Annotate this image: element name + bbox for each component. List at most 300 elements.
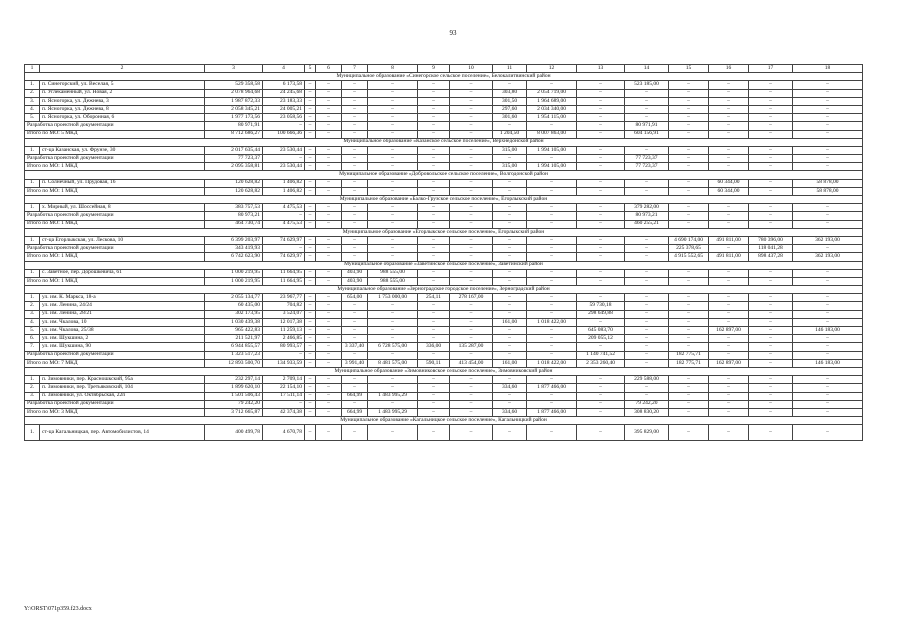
value-cell: – <box>669 130 709 138</box>
building-row <box>25 343 863 351</box>
building-address: ул. им. Ленина, 24/24 <box>40 302 205 310</box>
value-cell: 1 030 439,38 <box>205 318 263 326</box>
value-cell: – <box>527 351 577 359</box>
value-cell: 12 893 500,70 <box>205 359 263 367</box>
value-cell: – <box>368 236 418 244</box>
building-row <box>25 81 863 89</box>
value-cell: 1 987 872,33 <box>205 97 263 105</box>
value-cell: – <box>577 179 625 187</box>
value-cell: – <box>368 253 418 261</box>
value-cell: – <box>305 335 316 343</box>
value-cell: – <box>625 310 669 318</box>
row-number: 5. <box>25 114 40 122</box>
summary-label: Разработка проектной документации <box>25 212 205 220</box>
value-cell: – <box>368 97 418 105</box>
value-cell: – <box>305 204 316 212</box>
row-number: 2. <box>25 384 40 392</box>
value-cell: – <box>305 155 316 163</box>
value-cell: 2 055 134,77 <box>205 294 263 302</box>
value-cell: – <box>625 146 669 154</box>
value-cell: – <box>368 114 418 122</box>
value-cell: – <box>625 187 669 195</box>
value-cell: – <box>749 220 793 228</box>
column-number-cell: 15 <box>669 65 709 73</box>
row-number: 1. <box>25 204 40 212</box>
value-cell: – <box>305 359 316 367</box>
value-cell: 80 993,57 <box>263 343 305 351</box>
value-cell: 77 723,37 <box>205 155 263 163</box>
value-cell: 464 730,74 <box>205 220 263 228</box>
value-cell: – <box>625 179 669 187</box>
value-cell: – <box>305 384 316 392</box>
value-cell: – <box>577 163 625 171</box>
building-address: ул. им. Чкалова, 25/38 <box>40 327 205 335</box>
value-cell: – <box>316 384 342 392</box>
value-cell: – <box>450 245 493 253</box>
value-cell: 523 185,00 <box>625 81 669 89</box>
value-cell: – <box>749 130 793 138</box>
value-cell: 80 973,21 <box>625 212 669 220</box>
value-cell: – <box>368 163 418 171</box>
value-cell: – <box>577 155 625 163</box>
value-cell: 664,99 <box>342 408 368 416</box>
value-cell: – <box>527 81 577 89</box>
building-address: ул. им. Шукшина, 90 <box>40 343 205 351</box>
value-cell: 403,90 <box>342 277 368 285</box>
value-cell: – <box>793 245 863 253</box>
value-cell: – <box>368 318 418 326</box>
value-cell: – <box>368 400 418 408</box>
building-row <box>25 302 863 310</box>
value-cell: – <box>418 212 450 220</box>
value-cell: – <box>342 220 368 228</box>
municipality-section-row <box>25 138 863 146</box>
value-cell: – <box>793 114 863 122</box>
value-cell: – <box>527 425 577 441</box>
column-number-cell: 12 <box>527 65 577 73</box>
value-cell: – <box>625 359 669 367</box>
document-path-footer: Y:\ORST\071p359.f23.docx <box>24 606 92 612</box>
value-cell: 23 530,44 <box>263 146 305 154</box>
value-cell: – <box>669 81 709 89</box>
value-cell: – <box>368 212 418 220</box>
value-cell: – <box>669 114 709 122</box>
value-cell: – <box>625 89 669 97</box>
value-cell: – <box>793 212 863 220</box>
value-cell: – <box>316 114 342 122</box>
value-cell: – <box>577 204 625 212</box>
value-cell: – <box>669 146 709 154</box>
value-cell: – <box>577 400 625 408</box>
value-cell: – <box>669 384 709 392</box>
value-cell: 654,00 <box>342 294 368 302</box>
value-cell: – <box>418 318 450 326</box>
value-cell: – <box>493 294 527 302</box>
value-cell: – <box>450 81 493 89</box>
value-cell: – <box>368 187 418 195</box>
value-cell: 334,60 <box>493 384 527 392</box>
municipality-title: Муниципальное образование «Казанское сельское поселение», Верхнедонской район <box>25 138 863 146</box>
value-cell: 8 007 863,00 <box>527 130 577 138</box>
value-cell: 664,99 <box>342 392 368 400</box>
summary-row <box>25 163 863 171</box>
value-cell: – <box>669 408 709 416</box>
building-row <box>25 204 863 212</box>
value-cell: – <box>577 392 625 400</box>
value-cell: – <box>749 384 793 392</box>
building-address: п. Солнечный, ул. Прудовая, 16 <box>40 179 205 187</box>
value-cell: – <box>793 163 863 171</box>
value-cell: – <box>316 425 342 441</box>
value-cell: 395 829,00 <box>625 425 669 441</box>
value-cell: 2 017 635,44 <box>205 146 263 154</box>
value-cell: – <box>418 269 450 277</box>
value-cell: – <box>418 327 450 335</box>
value-cell: – <box>305 294 316 302</box>
value-cell: – <box>749 204 793 212</box>
value-cell: – <box>749 179 793 187</box>
value-cell: 336,00 <box>418 343 450 351</box>
value-cell: 80 971,91 <box>625 122 669 130</box>
value-cell: – <box>305 212 316 220</box>
summary-label: Итого по МО: 1 МКД <box>25 163 205 171</box>
value-cell: 161,00 <box>493 318 527 326</box>
value-cell: – <box>709 269 749 277</box>
row-number: 2. <box>25 302 40 310</box>
value-cell: 1 954 115,00 <box>527 114 577 122</box>
value-cell: – <box>450 335 493 343</box>
value-cell: – <box>450 400 493 408</box>
value-cell: – <box>342 376 368 384</box>
value-cell: – <box>527 236 577 244</box>
value-cell: – <box>305 351 316 359</box>
value-cell: – <box>625 327 669 335</box>
value-cell: – <box>527 277 577 285</box>
row-number: 1. <box>25 376 40 384</box>
value-cell: 379 282,00 <box>625 204 669 212</box>
value-cell: – <box>625 269 669 277</box>
value-cell: – <box>493 81 527 89</box>
value-cell: – <box>793 351 863 359</box>
column-number-cell: 18 <box>793 65 863 73</box>
value-cell: – <box>342 236 368 244</box>
summary-label: Итого по МО: 1 МКД <box>25 253 205 261</box>
municipality-title: Муниципальное образование «Зимовниковское сельское поселение», Зимовниковский район <box>25 367 863 375</box>
value-cell: – <box>342 155 368 163</box>
value-cell: – <box>793 318 863 326</box>
value-cell: – <box>709 318 749 326</box>
column-number-cell: 3 <box>205 65 263 73</box>
value-cell: – <box>368 204 418 212</box>
value-cell: – <box>793 302 863 310</box>
value-cell: – <box>450 89 493 97</box>
value-cell: – <box>316 343 342 351</box>
value-cell: – <box>625 302 669 310</box>
value-cell: – <box>263 122 305 130</box>
value-cell: – <box>669 220 709 228</box>
column-number-cell: 7 <box>342 65 368 73</box>
value-cell: – <box>793 310 863 318</box>
value-cell: – <box>709 245 749 253</box>
value-cell: – <box>368 335 418 343</box>
value-cell: 23 183,33 <box>263 97 305 105</box>
value-cell: – <box>418 310 450 318</box>
value-cell: – <box>577 343 625 351</box>
building-row <box>25 294 863 302</box>
value-cell: – <box>368 425 418 441</box>
value-cell: 1 018 422,00 <box>527 318 577 326</box>
value-cell: – <box>625 351 669 359</box>
value-cell: – <box>709 89 749 97</box>
row-number: 2. <box>25 89 40 97</box>
value-cell: – <box>316 97 342 105</box>
building-address: ул. им. К. Маркса, 18-а <box>40 294 205 302</box>
value-cell: 301,60 <box>493 114 527 122</box>
value-cell: – <box>418 130 450 138</box>
value-cell: – <box>493 187 527 195</box>
value-cell: – <box>577 269 625 277</box>
value-cell: – <box>450 269 493 277</box>
value-cell: – <box>342 163 368 171</box>
value-cell: – <box>749 318 793 326</box>
summary-row <box>25 408 863 416</box>
value-cell: – <box>418 163 450 171</box>
value-cell: – <box>669 302 709 310</box>
value-cell: – <box>709 302 749 310</box>
building-address: п. Ясногорка, ул. Дежнева, 3 <box>40 97 205 105</box>
value-cell: – <box>749 122 793 130</box>
building-address: ст-ца Егорлыкская, ул. Лескова, 10 <box>40 236 205 244</box>
value-cell: 60 344,00 <box>709 179 749 187</box>
value-cell: – <box>305 236 316 244</box>
value-cell: 1 501 506,43 <box>205 392 263 400</box>
column-number-cell: 14 <box>625 65 669 73</box>
value-cell: – <box>527 187 577 195</box>
value-cell: – <box>625 236 669 244</box>
value-cell: – <box>450 146 493 154</box>
value-cell: – <box>577 146 625 154</box>
value-cell: – <box>450 351 493 359</box>
value-cell: 79 242,20 <box>625 400 669 408</box>
value-cell: – <box>263 155 305 163</box>
value-cell: 23 058,56 <box>263 114 305 122</box>
value-cell: 211 521,97 <box>205 335 263 343</box>
value-cell: 12 017,38 <box>263 318 305 326</box>
value-cell: – <box>793 294 863 302</box>
value-cell: 529 358,58 <box>205 81 263 89</box>
value-cell: 315,00 <box>493 163 527 171</box>
value-cell: – <box>709 105 749 113</box>
value-cell: – <box>418 400 450 408</box>
value-cell: – <box>749 302 793 310</box>
value-cell: – <box>793 97 863 105</box>
value-cell: 22 154,10 <box>263 384 305 392</box>
value-cell: – <box>305 97 316 105</box>
row-number: 3. <box>25 97 40 105</box>
value-cell: – <box>342 187 368 195</box>
value-cell: – <box>316 318 342 326</box>
value-cell: – <box>418 146 450 154</box>
value-cell: – <box>493 204 527 212</box>
value-cell: – <box>527 400 577 408</box>
value-cell: – <box>527 327 577 335</box>
value-cell: – <box>749 294 793 302</box>
value-cell: 254,11 <box>418 294 450 302</box>
value-cell: 898 437,28 <box>749 253 793 261</box>
value-cell: – <box>305 392 316 400</box>
value-cell: – <box>418 81 450 89</box>
value-cell: – <box>316 376 342 384</box>
value-cell: – <box>450 204 493 212</box>
value-cell: – <box>527 204 577 212</box>
building-row <box>25 146 863 154</box>
value-cell: 134 933,59 <box>263 359 305 367</box>
value-cell: – <box>418 376 450 384</box>
summary-row <box>25 253 863 261</box>
value-cell: 60 435,00 <box>205 302 263 310</box>
value-cell: 1 994 105,00 <box>527 146 577 154</box>
value-cell: – <box>749 187 793 195</box>
value-cell: 278 167,00 <box>450 294 493 302</box>
value-cell: 118 041,28 <box>749 245 793 253</box>
value-cell: 988 555,00 <box>368 269 418 277</box>
value-cell: 780 396,00 <box>749 236 793 244</box>
value-cell: – <box>669 335 709 343</box>
value-cell: – <box>450 114 493 122</box>
value-cell: – <box>450 384 493 392</box>
value-cell: – <box>305 220 316 228</box>
row-number: 1. <box>25 294 40 302</box>
building-address: ул. им. Чкалова, 10 <box>40 318 205 326</box>
value-cell: 590,11 <box>418 359 450 367</box>
value-cell: – <box>793 408 863 416</box>
value-cell: – <box>450 187 493 195</box>
value-cell: – <box>793 269 863 277</box>
column-number-cell: 17 <box>749 65 793 73</box>
value-cell: – <box>316 89 342 97</box>
value-cell: – <box>493 327 527 335</box>
value-cell: 80 971,91 <box>205 122 263 130</box>
column-number-cell: 4 <box>263 65 305 73</box>
value-cell: 1 994 105,00 <box>527 163 577 171</box>
value-cell: – <box>450 212 493 220</box>
value-cell: – <box>669 122 709 130</box>
value-cell: – <box>342 318 368 326</box>
value-cell: – <box>709 425 749 441</box>
value-cell: 1 483 995,29 <box>368 392 418 400</box>
value-cell: 11 259,13 <box>263 327 305 335</box>
building-address: ул. им. Шукшина, 2 <box>40 335 205 343</box>
value-cell: 74 629,97 <box>263 236 305 244</box>
value-cell: – <box>368 146 418 154</box>
value-cell: – <box>450 376 493 384</box>
value-cell: – <box>450 318 493 326</box>
value-cell: – <box>625 384 669 392</box>
value-cell: – <box>577 294 625 302</box>
value-cell: – <box>793 392 863 400</box>
value-cell: – <box>450 253 493 261</box>
value-cell: – <box>493 302 527 310</box>
building-row <box>25 425 863 441</box>
value-cell: 297,60 <box>493 105 527 113</box>
value-cell: – <box>709 122 749 130</box>
value-cell: 232 297,14 <box>205 376 263 384</box>
summary-row <box>25 351 863 359</box>
value-cell: 6 742 623,90 <box>205 253 263 261</box>
capital-repair-table <box>24 64 863 441</box>
value-cell: – <box>669 425 709 441</box>
value-cell: 17 511,14 <box>263 392 305 400</box>
value-cell: – <box>669 310 709 318</box>
value-cell: – <box>368 384 418 392</box>
row-number: 1. <box>25 269 40 277</box>
value-cell: 80 973,21 <box>205 212 263 220</box>
value-cell: – <box>305 408 316 416</box>
value-cell: – <box>450 392 493 400</box>
value-cell: – <box>493 351 527 359</box>
value-cell: – <box>305 269 316 277</box>
value-cell: – <box>368 122 418 130</box>
value-cell: 298 649,88 <box>577 310 625 318</box>
summary-label: Итого по МО: 1 МКД <box>25 220 205 228</box>
value-cell: – <box>577 130 625 138</box>
value-cell: – <box>669 400 709 408</box>
value-cell: – <box>316 253 342 261</box>
value-cell: 4 475,53 <box>263 204 305 212</box>
value-cell: – <box>709 204 749 212</box>
value-cell: 8 481 575,00 <box>368 359 418 367</box>
value-cell: – <box>669 269 709 277</box>
building-address: п. Синегорский, ул. Веселая, 5 <box>40 81 205 89</box>
value-cell: – <box>709 400 749 408</box>
value-cell: – <box>577 89 625 97</box>
value-cell: – <box>368 302 418 310</box>
value-cell: – <box>368 89 418 97</box>
value-cell: 146 183,00 <box>793 327 863 335</box>
value-cell: – <box>749 212 793 220</box>
value-cell: 74 629,97 <box>263 253 305 261</box>
value-cell: – <box>577 253 625 261</box>
value-cell: 225 378,65 <box>669 245 709 253</box>
column-number-cell: 1 <box>25 65 40 73</box>
value-cell: – <box>749 359 793 367</box>
summary-row <box>25 155 863 163</box>
value-cell: – <box>305 130 316 138</box>
value-cell: 1 018 422,00 <box>527 359 577 367</box>
summary-row <box>25 122 863 130</box>
value-cell: – <box>316 179 342 187</box>
value-cell: 162 897,00 <box>709 359 749 367</box>
value-cell: – <box>263 351 305 359</box>
value-cell: – <box>793 89 863 97</box>
building-row <box>25 89 863 97</box>
value-cell: 23 530,44 <box>263 163 305 171</box>
value-cell: – <box>709 114 749 122</box>
municipality-section-row <box>25 286 863 294</box>
municipality-section-row <box>25 196 863 204</box>
value-cell: – <box>316 310 342 318</box>
value-cell: – <box>342 310 368 318</box>
building-row <box>25 179 863 187</box>
value-cell: – <box>316 392 342 400</box>
value-cell: – <box>793 400 863 408</box>
value-cell: – <box>342 97 368 105</box>
value-cell: – <box>625 343 669 351</box>
value-cell: – <box>749 97 793 105</box>
summary-row <box>25 212 863 220</box>
value-cell: – <box>709 376 749 384</box>
value-cell: – <box>749 146 793 154</box>
